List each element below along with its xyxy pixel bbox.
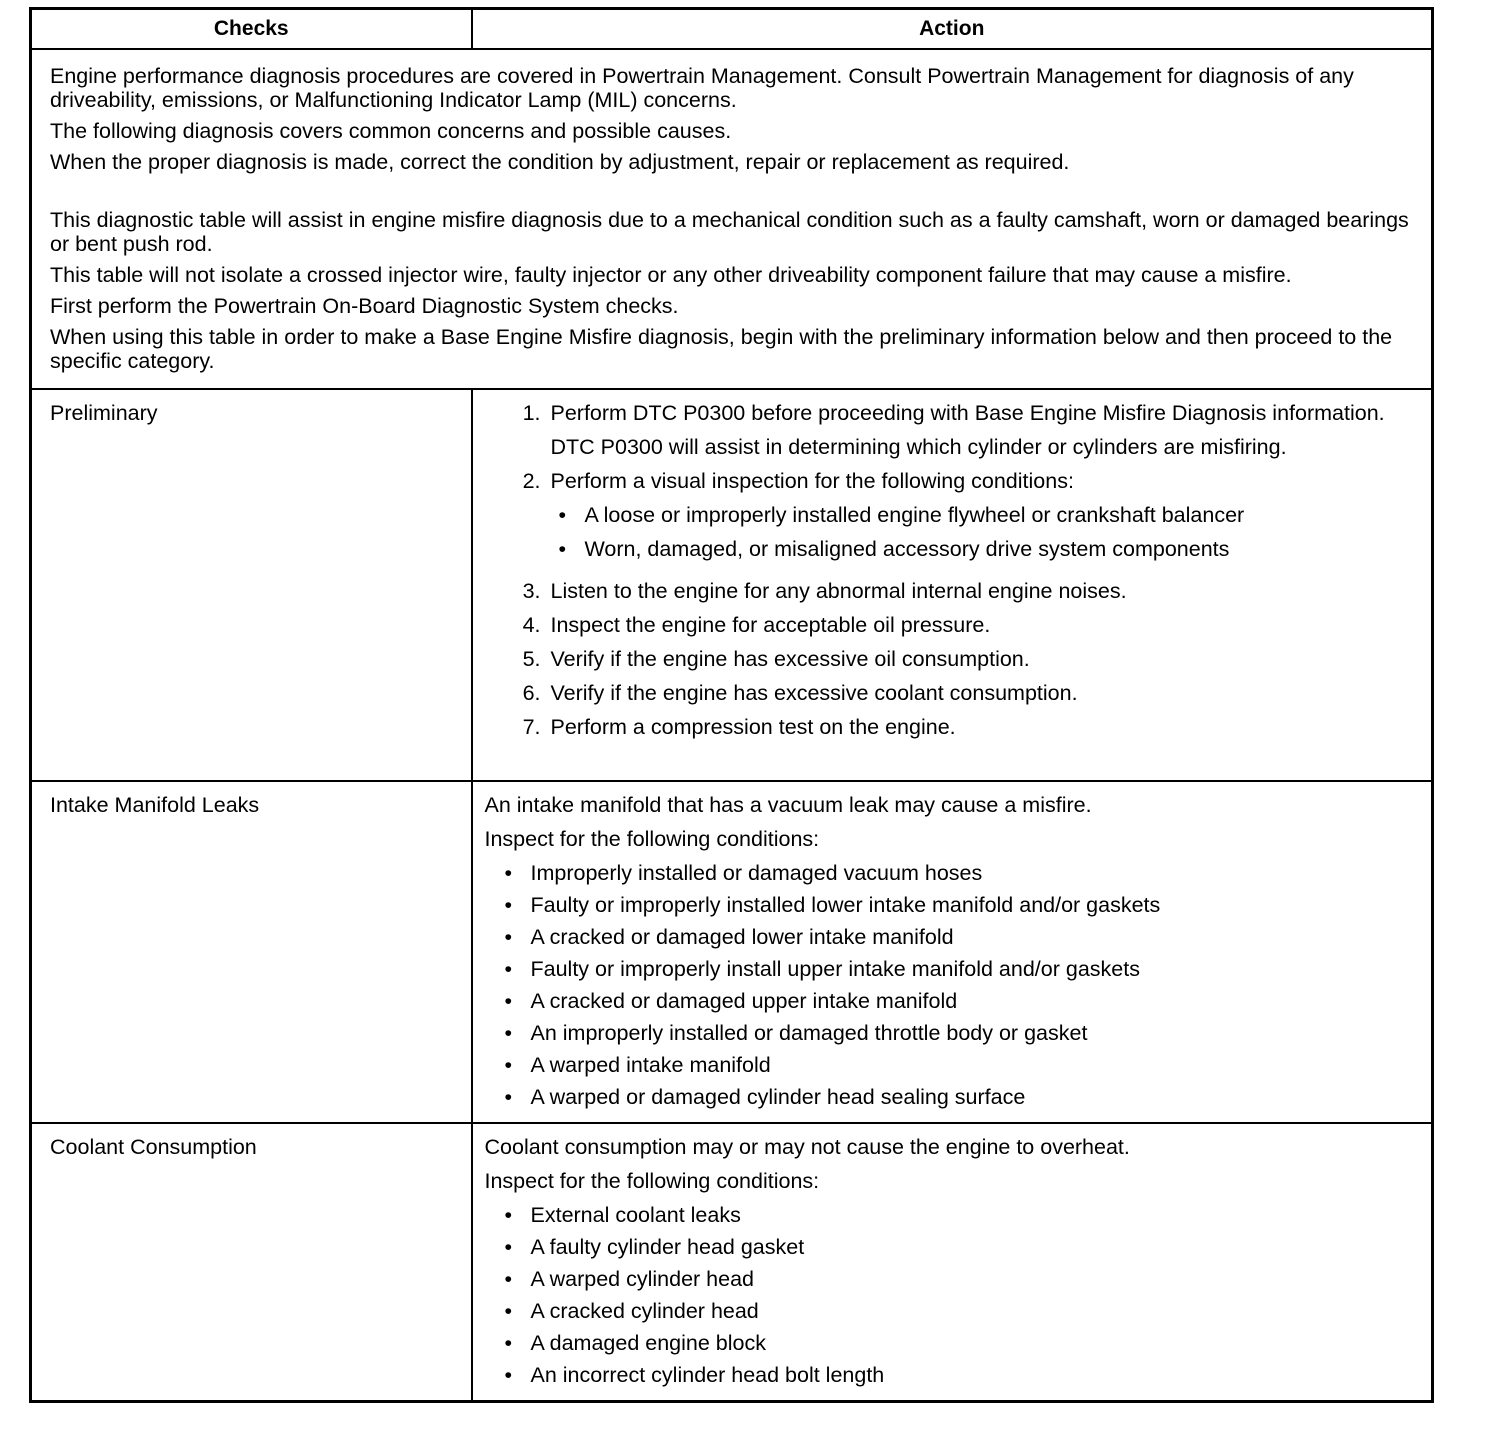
action-cell-coolant [472,1123,1433,1402]
item-text: Verify if the engine has excessive oil consumption. [550,647,1030,671]
intro-paragraph: This diagnostic table will assist in engine misfire diagnosis due to a mechanical condition such as a faulty camshaft, worn or damaged bearings or bent push rod. [50,208,1409,256]
table-header-row [31,9,1433,50]
bullet-icon: • [504,893,513,917]
bullet-item [485,1202,1412,1228]
bullet-text: A warped cylinder head [530,1267,755,1291]
bullet-item [485,956,1412,982]
table-row [31,389,1433,781]
intro-paragraph: When using this table in order to make a Base Engine Misfire diagnosis, begin with the preliminary information below and then proceed to the specific category. [50,325,1393,373]
bullet-text: Faulty or improperly install upper intake manifold and/or gaskets [530,957,1140,981]
bullet-text: A cracked cylinder head [530,1299,759,1323]
action-lead: An intake manifold that has a vacuum leak may cause a misfire. [484,793,1092,817]
list-item [501,468,1412,570]
bullet-text: Faulty or improperly installed lower intake manifold and/or gaskets [530,893,1161,917]
item-number: 5. [522,647,541,671]
item-text: Perform DTC P0300 before proceeding with Base Engine Misfire Diagnosis information. [550,401,1385,425]
table-row [31,781,1433,1123]
bullet-item [485,860,1412,886]
intro-paragraph: The following diagnosis covers common concerns and possible causes. [50,119,732,143]
action-cell-intake [472,781,1433,1123]
bullet-text: A damaged engine block [530,1331,766,1355]
bullet-icon: • [504,1267,513,1291]
bullet-icon: • [504,1363,513,1387]
action-cell-preliminary [472,389,1433,781]
check-label-preliminary: Preliminary [31,389,472,781]
bullet-text: A cracked or damaged lower intake manifold [530,925,954,949]
item-number: 6. [522,681,541,705]
intro-paragraph: First perform the Powertrain On-Board Diagnostic System checks. [50,294,679,318]
bullet-icon: • [504,1235,513,1259]
intro-paragraph: When the proper diagnosis is made, correct the condition by adjustment, repair or replacement as required. [50,150,1070,174]
bullet-icon: • [504,1331,513,1355]
sub-bullet-item [551,536,1412,562]
bullet-icon: • [558,503,567,527]
item-text: Listen to the engine for any abnormal internal engine noises. [550,579,1127,603]
bullet-text: An incorrect cylinder head bolt length [530,1363,885,1387]
bullet-text: Worn, damaged, or misaligned accessory drive system components [584,537,1230,561]
bullet-item [485,1020,1412,1046]
bullet-item [485,1052,1412,1078]
checks-header: Checks [31,9,472,50]
item-number: 7. [522,715,541,739]
item-number: 1. [522,401,541,425]
item-number: 2. [522,469,541,493]
bullet-text: A warped intake manifold [530,1053,771,1077]
bullet-item [485,988,1412,1014]
bullet-icon: • [504,861,513,885]
bullet-item [485,892,1412,918]
bullet-text: A warped or damaged cylinder head sealing surface [530,1085,1026,1109]
bullet-text: External coolant leaks [530,1203,741,1227]
item-note: DTC P0300 will assist in determining which cylinder or cylinders are misfiring. [550,435,1287,459]
check-label-intake: Intake Manifold Leaks [31,781,472,1123]
intro-paragraph: Engine performance diagnosis procedures are covered in Powertrain Management. Consult Powertrain Management for diagnosis of any driveability, emissions, or Malfunctioning Indicator Lamp (MIL) concerns. [50,64,1354,112]
sub-bullet-item [551,502,1412,528]
bullet-text: A cracked or damaged upper intake manifold [530,989,958,1013]
table-row [31,1123,1433,1402]
bullet-item [485,1266,1412,1292]
action-lead: Coolant consumption may or may not cause the engine to overheat. [484,1135,1130,1159]
bullet-icon: • [504,957,513,981]
action-inspect: Inspect for the following conditions: [484,1169,820,1193]
action-header: Action [472,9,1433,50]
bullet-text: An improperly installed or damaged throttle body or gasket [530,1021,1088,1045]
bullet-item [485,1362,1412,1388]
intro-cell [31,49,1433,389]
item-text: Perform a compression test on the engine. [550,715,956,739]
item-number: 3. [522,579,541,603]
coolant-bullet-list [485,1202,1412,1388]
bullet-icon: • [504,1021,513,1045]
bullet-icon: • [558,537,567,561]
bullet-text: A loose or improperly installed engine flywheel or crankshaft balancer [584,503,1245,527]
bullet-icon: • [504,1299,513,1323]
intro-row [31,49,1433,389]
list-item [501,400,1412,460]
bullet-item [485,1330,1412,1356]
bullet-item [485,1234,1412,1260]
diagnostic-table [29,7,1434,1403]
bullet-item [485,924,1412,950]
list-item [501,680,1412,706]
item-text: Verify if the engine has excessive coolant consumption. [550,681,1078,705]
bullet-icon: • [504,1085,513,1109]
bullet-icon: • [504,989,513,1013]
bullet-icon: • [504,1053,513,1077]
list-item [501,714,1412,740]
item-text: Inspect the engine for acceptable oil pressure. [550,613,991,637]
item-number: 4. [522,613,541,637]
list-item [501,612,1412,638]
bullet-icon: • [504,1203,513,1227]
bullet-text: Improperly installed or damaged vacuum hoses [530,861,983,885]
list-item [501,646,1412,672]
action-inspect: Inspect for the following conditions: [484,827,820,851]
bullet-icon: • [504,925,513,949]
list-item [501,578,1412,604]
bullet-item [485,1084,1412,1110]
check-label-coolant: Coolant Consumption [31,1123,472,1402]
intake-bullet-list [485,860,1412,1110]
item-text: Perform a visual inspection for the following conditions: [550,469,1074,493]
bullet-text: A faulty cylinder head gasket [530,1235,805,1259]
intro-paragraph: This table will not isolate a crossed injector wire, faulty injector or any other driveability component failure that may cause a misfire. [50,263,1292,287]
bullet-item [485,1298,1412,1324]
